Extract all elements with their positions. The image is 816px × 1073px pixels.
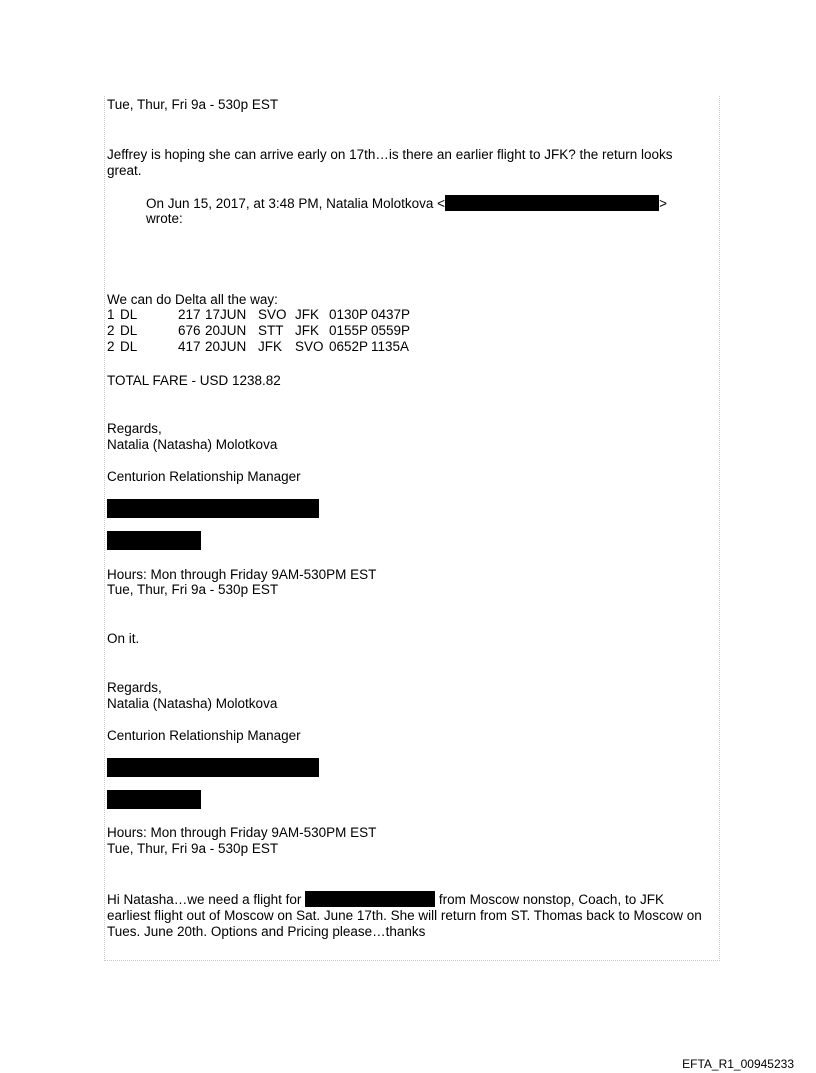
signature-days: Tue, Thur, Fri 9a - 530p EST [107, 582, 279, 597]
destination: JFK [295, 323, 320, 338]
itinerary-intro: We can do Delta all the way: [107, 292, 278, 307]
destination: JFK [295, 307, 320, 322]
quote-header-suffix: > [659, 196, 667, 211]
jeffrey-message: Jeffrey is hoping she can arrive early on 17th…is there an earlier flight to JFK? the return looks great. [107, 147, 673, 178]
flight-number: 417 [178, 339, 201, 354]
signature-regards: Regards, [107, 421, 162, 436]
carrier-code: DL [120, 323, 138, 338]
destination: SVO [295, 339, 324, 354]
flight-number: 676 [178, 323, 201, 338]
origin: JFK [258, 339, 283, 354]
signature-hours: Hours: Mon through Friday 9AM-530PM EST [107, 825, 377, 840]
redacted-block [107, 758, 319, 777]
redacted-email [445, 195, 659, 211]
signature-regards: Regards, [107, 680, 162, 695]
origin: SVO [258, 307, 287, 322]
request-message [107, 891, 711, 940]
request-text-rest: earliest flight out of Moscow on Sat. June 17th. She will return from ST. Thomas back to Moscow on Tues. June 20th. Options and Pricing please…thanks [107, 908, 702, 939]
carrier-code: DL [120, 307, 138, 322]
flight-date: 20JUN [205, 339, 247, 354]
signature-name: Natalia (Natasha) Molotkova [107, 437, 278, 452]
request-text-start: Hi Natasha…we need a flight for [107, 892, 306, 907]
redacted-block [107, 499, 319, 518]
arrival-time: 0559P [371, 323, 411, 338]
origin: STT [258, 323, 284, 338]
top-hours-days: Tue, Thur, Fri 9a - 530p EST [107, 97, 279, 112]
flight-date: 20JUN [205, 323, 247, 338]
document-id: EFTA_R1_00945233 [682, 1057, 794, 1071]
quote-header-prefix: On Jun 15, 2017, at 3:48 PM, Natalia Molotkova < [146, 196, 446, 211]
signature-name: Natalia (Natasha) Molotkova [107, 696, 278, 711]
signature-hours: Hours: Mon through Friday 9AM-530PM EST [107, 567, 377, 582]
flight-number: 217 [178, 307, 201, 322]
departure-time: 0130P [329, 307, 369, 322]
flight-date: 17JUN [205, 307, 247, 322]
request-text-after-name: from Moscow nonstop, Coach, to JFK [435, 892, 664, 907]
departure-time: 0652P [329, 339, 369, 354]
quote-header-line2: wrote: [146, 211, 183, 226]
on-it-message: On it. [107, 631, 140, 646]
quote-header-line1 [146, 195, 667, 212]
departure-time: 0155P [329, 323, 369, 338]
redacted-passenger-name [305, 891, 435, 907]
carrier-code: DL [120, 339, 138, 354]
redacted-block [107, 531, 201, 550]
segment-number: 1 [107, 307, 115, 322]
signature-title: Centurion Relationship Manager [107, 469, 301, 484]
signature-title: Centurion Relationship Manager [107, 728, 301, 743]
signature-days: Tue, Thur, Fri 9a - 530p EST [107, 841, 279, 856]
arrival-time: 1135A [371, 339, 410, 354]
segment-number: 2 [107, 323, 115, 338]
redacted-block [107, 790, 201, 809]
segment-number: 2 [107, 339, 115, 354]
total-fare: TOTAL FARE - USD 1238.82 [107, 373, 281, 388]
arrival-time: 0437P [371, 307, 411, 322]
